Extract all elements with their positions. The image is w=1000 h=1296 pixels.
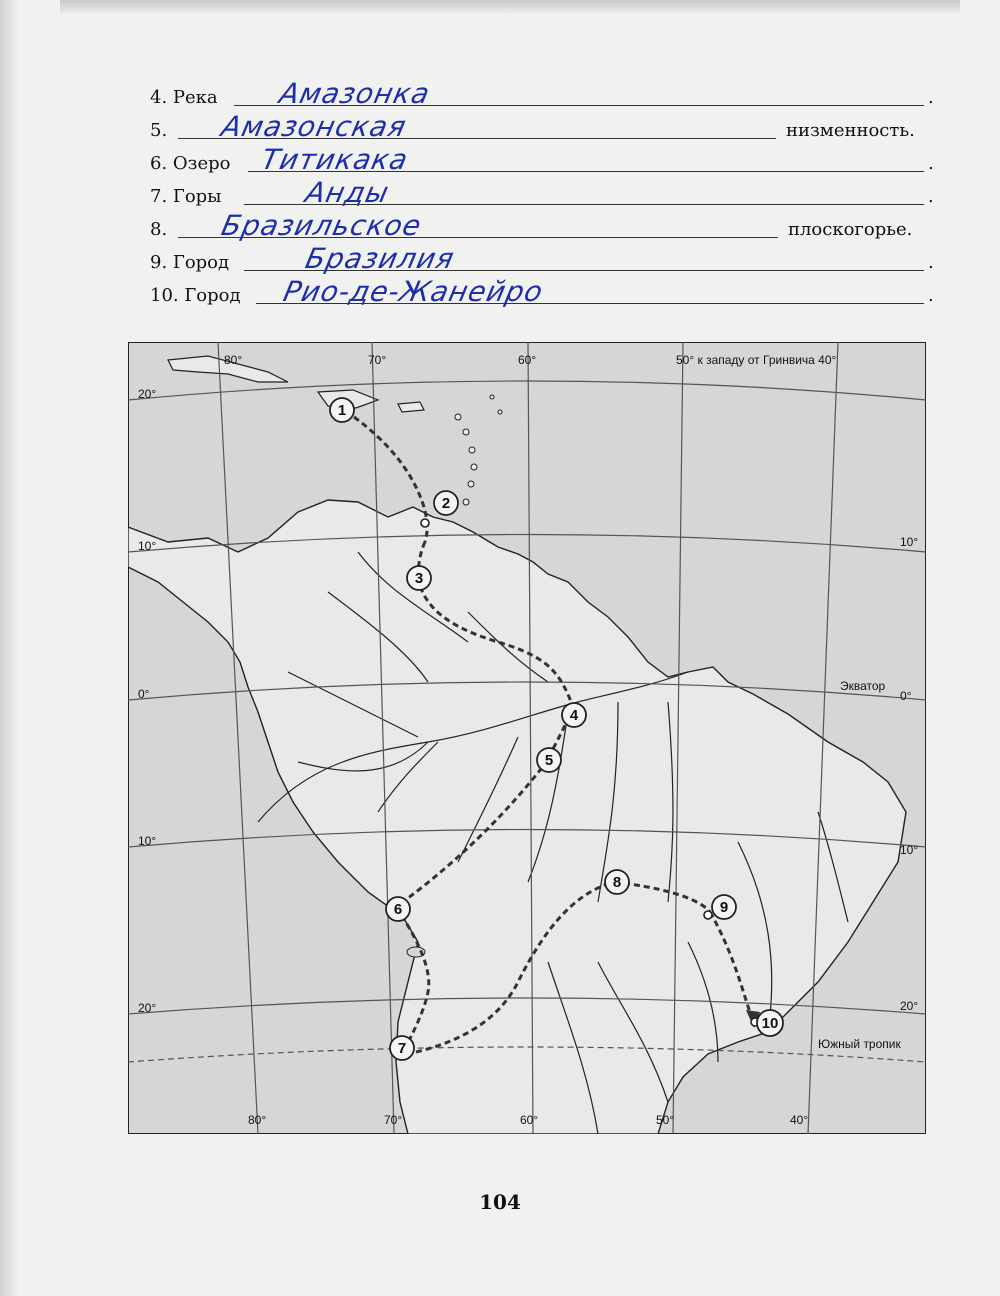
lon-label-bottom-50: 50° (656, 1113, 675, 1127)
answer-label: 6. Озеро (150, 153, 231, 174)
svg-text:5: 5 (544, 752, 554, 769)
equator-label: Экватор (840, 679, 886, 693)
answer-suffix: низменность. (786, 120, 915, 141)
puerto-rico-island (398, 402, 424, 412)
answer-label: 7. Горы (150, 186, 222, 207)
lat-label-10n: 10° (138, 539, 157, 553)
lat-label-right-0: 0° (900, 689, 912, 703)
answer-line-8 (150, 210, 940, 244)
handwritten-answer: Бразилия (302, 242, 458, 275)
answer-suffix: . (928, 186, 934, 207)
lon-label-bottom-70: 70° (384, 1113, 403, 1127)
answer-line-7 (150, 177, 940, 211)
page-number: 104 (479, 1190, 521, 1214)
lon-label-top-60: 60° (518, 353, 537, 367)
route-marker-2 (434, 491, 458, 515)
route-marker-4 (562, 703, 586, 727)
route-marker-6 (386, 897, 410, 921)
handwritten-answer: Рио-де-Жанейро (280, 275, 547, 308)
svg-text:9: 9 (719, 899, 729, 916)
answer-line-9 (150, 243, 940, 277)
lon-label-bottom-60: 60° (520, 1113, 539, 1127)
svg-text:1: 1 (337, 402, 347, 419)
handwritten-answer: Бразильское (218, 209, 425, 242)
answer-suffix: плоскогорье. (788, 219, 913, 240)
handwritten-answer: Титикака (258, 143, 412, 176)
route-marker-10 (757, 1010, 783, 1036)
page-top-shadow (60, 0, 960, 14)
answer-label: 5. (150, 120, 168, 141)
svg-text:8: 8 (612, 874, 622, 891)
svg-text:3: 3 (414, 570, 424, 587)
answer-label: 9. Город (150, 252, 230, 273)
svg-text:2: 2 (441, 495, 451, 512)
svg-text:10: 10 (761, 1015, 779, 1032)
answer-line-4 (150, 78, 940, 112)
route-marker-5 (537, 748, 561, 772)
handwritten-answer: Анды (302, 176, 393, 209)
svg-text:6: 6 (393, 901, 403, 918)
svg-text:7: 7 (397, 1040, 407, 1057)
lon-label-top-70: 70° (368, 353, 387, 367)
lat-label-right-10n: 10° (900, 535, 919, 549)
contour-map (128, 342, 926, 1134)
answer-suffix: . (928, 252, 934, 273)
answer-line-6 (150, 144, 940, 178)
lat-label-20s: 20° (138, 1001, 157, 1015)
lon-label-top-80: 80° (224, 353, 243, 367)
lat-label-10s: 10° (138, 834, 157, 848)
route-marker-1 (330, 398, 354, 422)
answer-line-5 (150, 111, 940, 145)
handwritten-answer: Амазонка (276, 77, 434, 110)
lon-label-bottom-40: 40° (790, 1113, 809, 1127)
answer-label: 8. (150, 219, 168, 240)
answer-suffix: . (928, 87, 934, 108)
map-svg (128, 342, 926, 1134)
lat-label-right-10s: 10° (900, 843, 919, 857)
southern-tropic-label: Южный тропик (818, 1037, 901, 1051)
lat-label-0: 0° (138, 687, 150, 701)
route-marker-3 (407, 566, 431, 590)
answer-suffix: . (928, 153, 934, 174)
answer-label: 10. Город (150, 285, 241, 306)
route-marker-9 (712, 895, 736, 919)
lat-label-20n: 20° (138, 387, 157, 401)
map-caption: 50° к западу от Гринвича 40° (676, 353, 837, 367)
route-marker-7 (390, 1036, 414, 1060)
lat-label-right-20s: 20° (900, 999, 919, 1013)
lon-label-bottom-80: 80° (248, 1113, 267, 1127)
svg-text:4: 4 (569, 707, 579, 724)
page-edge (0, 0, 18, 1296)
answer-line-10 (150, 276, 940, 310)
answer-label: 4. Река (150, 87, 218, 108)
route-marker-8 (605, 870, 629, 894)
answer-suffix: . (928, 285, 934, 306)
handwritten-answer: Амазонская (218, 110, 410, 143)
